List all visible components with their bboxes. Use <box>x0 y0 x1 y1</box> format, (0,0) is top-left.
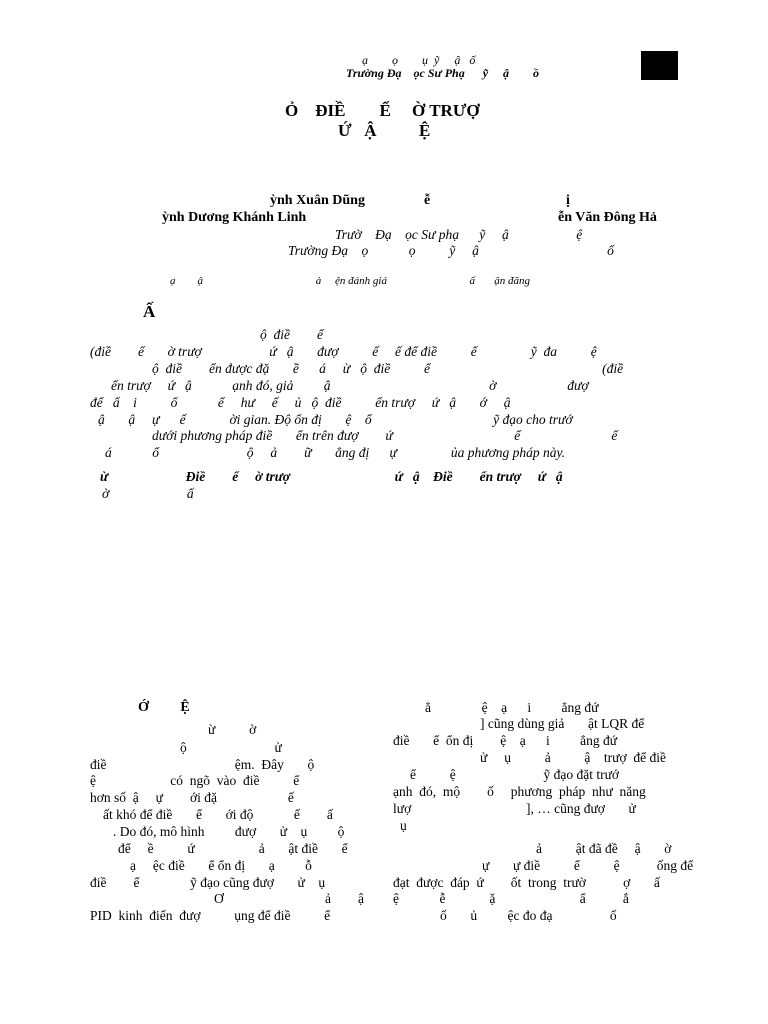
intro-right-line: lượ ], … cũng đượ ử <box>393 801 636 816</box>
intro-left-line: ạ ệc điề ể ổn đị ạ ỗ <box>130 858 312 873</box>
intro-left-line: ộ ử <box>180 740 282 755</box>
abstract-line: để ấ i ổ ể hư ế ủ ộ điề ển trượ ứ ậ ớ ậ <box>90 395 511 410</box>
intro-right-line: ử ụ ả ậ trượ để điề <box>480 750 666 765</box>
author-2: ỳnh Dương Khánh Linh <box>162 210 307 225</box>
abstract-line: (điề ể ờ trượ ứ ậ đượ ế ế để điề ể ỹ đa ệ <box>90 344 597 359</box>
header-line-2: Trường Đạ ọc Sư Phạ ỹ ậ ồ <box>346 66 540 80</box>
author-3: ễn Văn Đông Hả <box>558 210 657 225</box>
intro-right-line: ể ệ ỹ đạo đặt trướ <box>410 767 620 782</box>
abstract-line: á ổ ộ ả ữ ẳng đị ự ủa phương pháp này. <box>105 445 566 460</box>
intro-right-line: ẳ ệ ạ i ẳng đứ <box>425 700 599 715</box>
affiliation-2: Trường Đạ ọ ọ ỹ ậ ố <box>288 243 614 258</box>
intro-left-line: điề ể ỹ đạo cũng đượ ử ụ <box>90 875 326 890</box>
author-1-mark-c: ị <box>566 193 570 208</box>
intro-left-line: ất khó để điề ể ới độ ế ấ <box>103 807 333 822</box>
keywords-line-2: ờ ấ <box>102 486 194 501</box>
intro-right-line: ] cũng dùng giả ật LQR để <box>480 716 645 731</box>
abstract-line: ộ điề ển được đặ ề á ừ ộ điề ể (điề <box>152 361 624 376</box>
intro-right-line: ụ <box>400 818 407 833</box>
author-1-mark-b: ễ <box>424 193 431 208</box>
intro-left-line: PID kinh điển đượ ụng để điề ể <box>90 908 331 923</box>
intro-left-line: ệ có ngõ vào điề ể <box>90 773 300 788</box>
submission-dates: ạ ậ ả ện đánh giá ấ ận đăng <box>170 275 530 287</box>
affiliation-1: Trườ Đạ ọc Sư phạ ỹ ậ ệ <box>335 227 583 242</box>
intro-right-line: ố ủ ệc đo đạ ố <box>440 908 617 923</box>
intro-left-line: hơn số ậ ự ới đặ ế <box>90 790 294 805</box>
intro-right-line: điề ể ổn đị ệ ạ i ẳng đứ <box>393 733 618 748</box>
intro-heading: Ớ Ệ <box>138 700 190 715</box>
abstract-line: ậ ậ ự ế ời gian. Độ ổn đị ệ ổ ỹ đạo cho trướ <box>98 412 573 427</box>
intro-left-line: Ơ ả ậ <box>214 891 364 906</box>
title-line-1: Ỏ ĐIỀ Ể Ờ TRƯỢ <box>285 101 480 120</box>
abstract-heading: Ấ <box>143 302 156 321</box>
author-1: ỳnh Xuân Dũng <box>270 193 365 208</box>
title-line-2: Ứ Ậ Ệ <box>338 121 431 140</box>
intro-right-line: đạt được đáp ứ ốt trong trườ ợ ấ <box>393 875 660 890</box>
abstract-line: ển trượ ứ ậ ạnh đó, giả ậ ờ đượ <box>111 378 589 393</box>
abstract-line: dưới phương pháp điề ển trên đượ ứ ể ể <box>152 428 618 443</box>
intro-right-line: ự ự điề ể ệ ống để <box>482 858 694 873</box>
intro-left-line: ừ ờ <box>208 722 257 737</box>
intro-right-line: ả ật đã đề ậ ờ <box>536 841 672 856</box>
keywords-line-1: ừ Điề ể ờ trượ ứ ậ Điề ển trượ ứ ậ <box>100 469 563 484</box>
header-line-1: ạ ọ ụ ỹ ậ ố <box>362 53 476 67</box>
corner-black-block <box>641 51 678 80</box>
intro-left-line: để ề ứ ả ật điề ể <box>118 841 348 856</box>
intro-left-line: điề ệm. Đây ộ <box>90 757 315 772</box>
intro-right-line: ạnh đó, mộ ố phương pháp như năng <box>393 784 646 799</box>
intro-left-line: . Do đó, mô hình đượ ử ụ ộ <box>113 824 345 839</box>
abstract-line: ộ điề ể <box>260 327 323 342</box>
intro-right-line: ệ ễ ặ ẩ ắ <box>393 891 629 906</box>
